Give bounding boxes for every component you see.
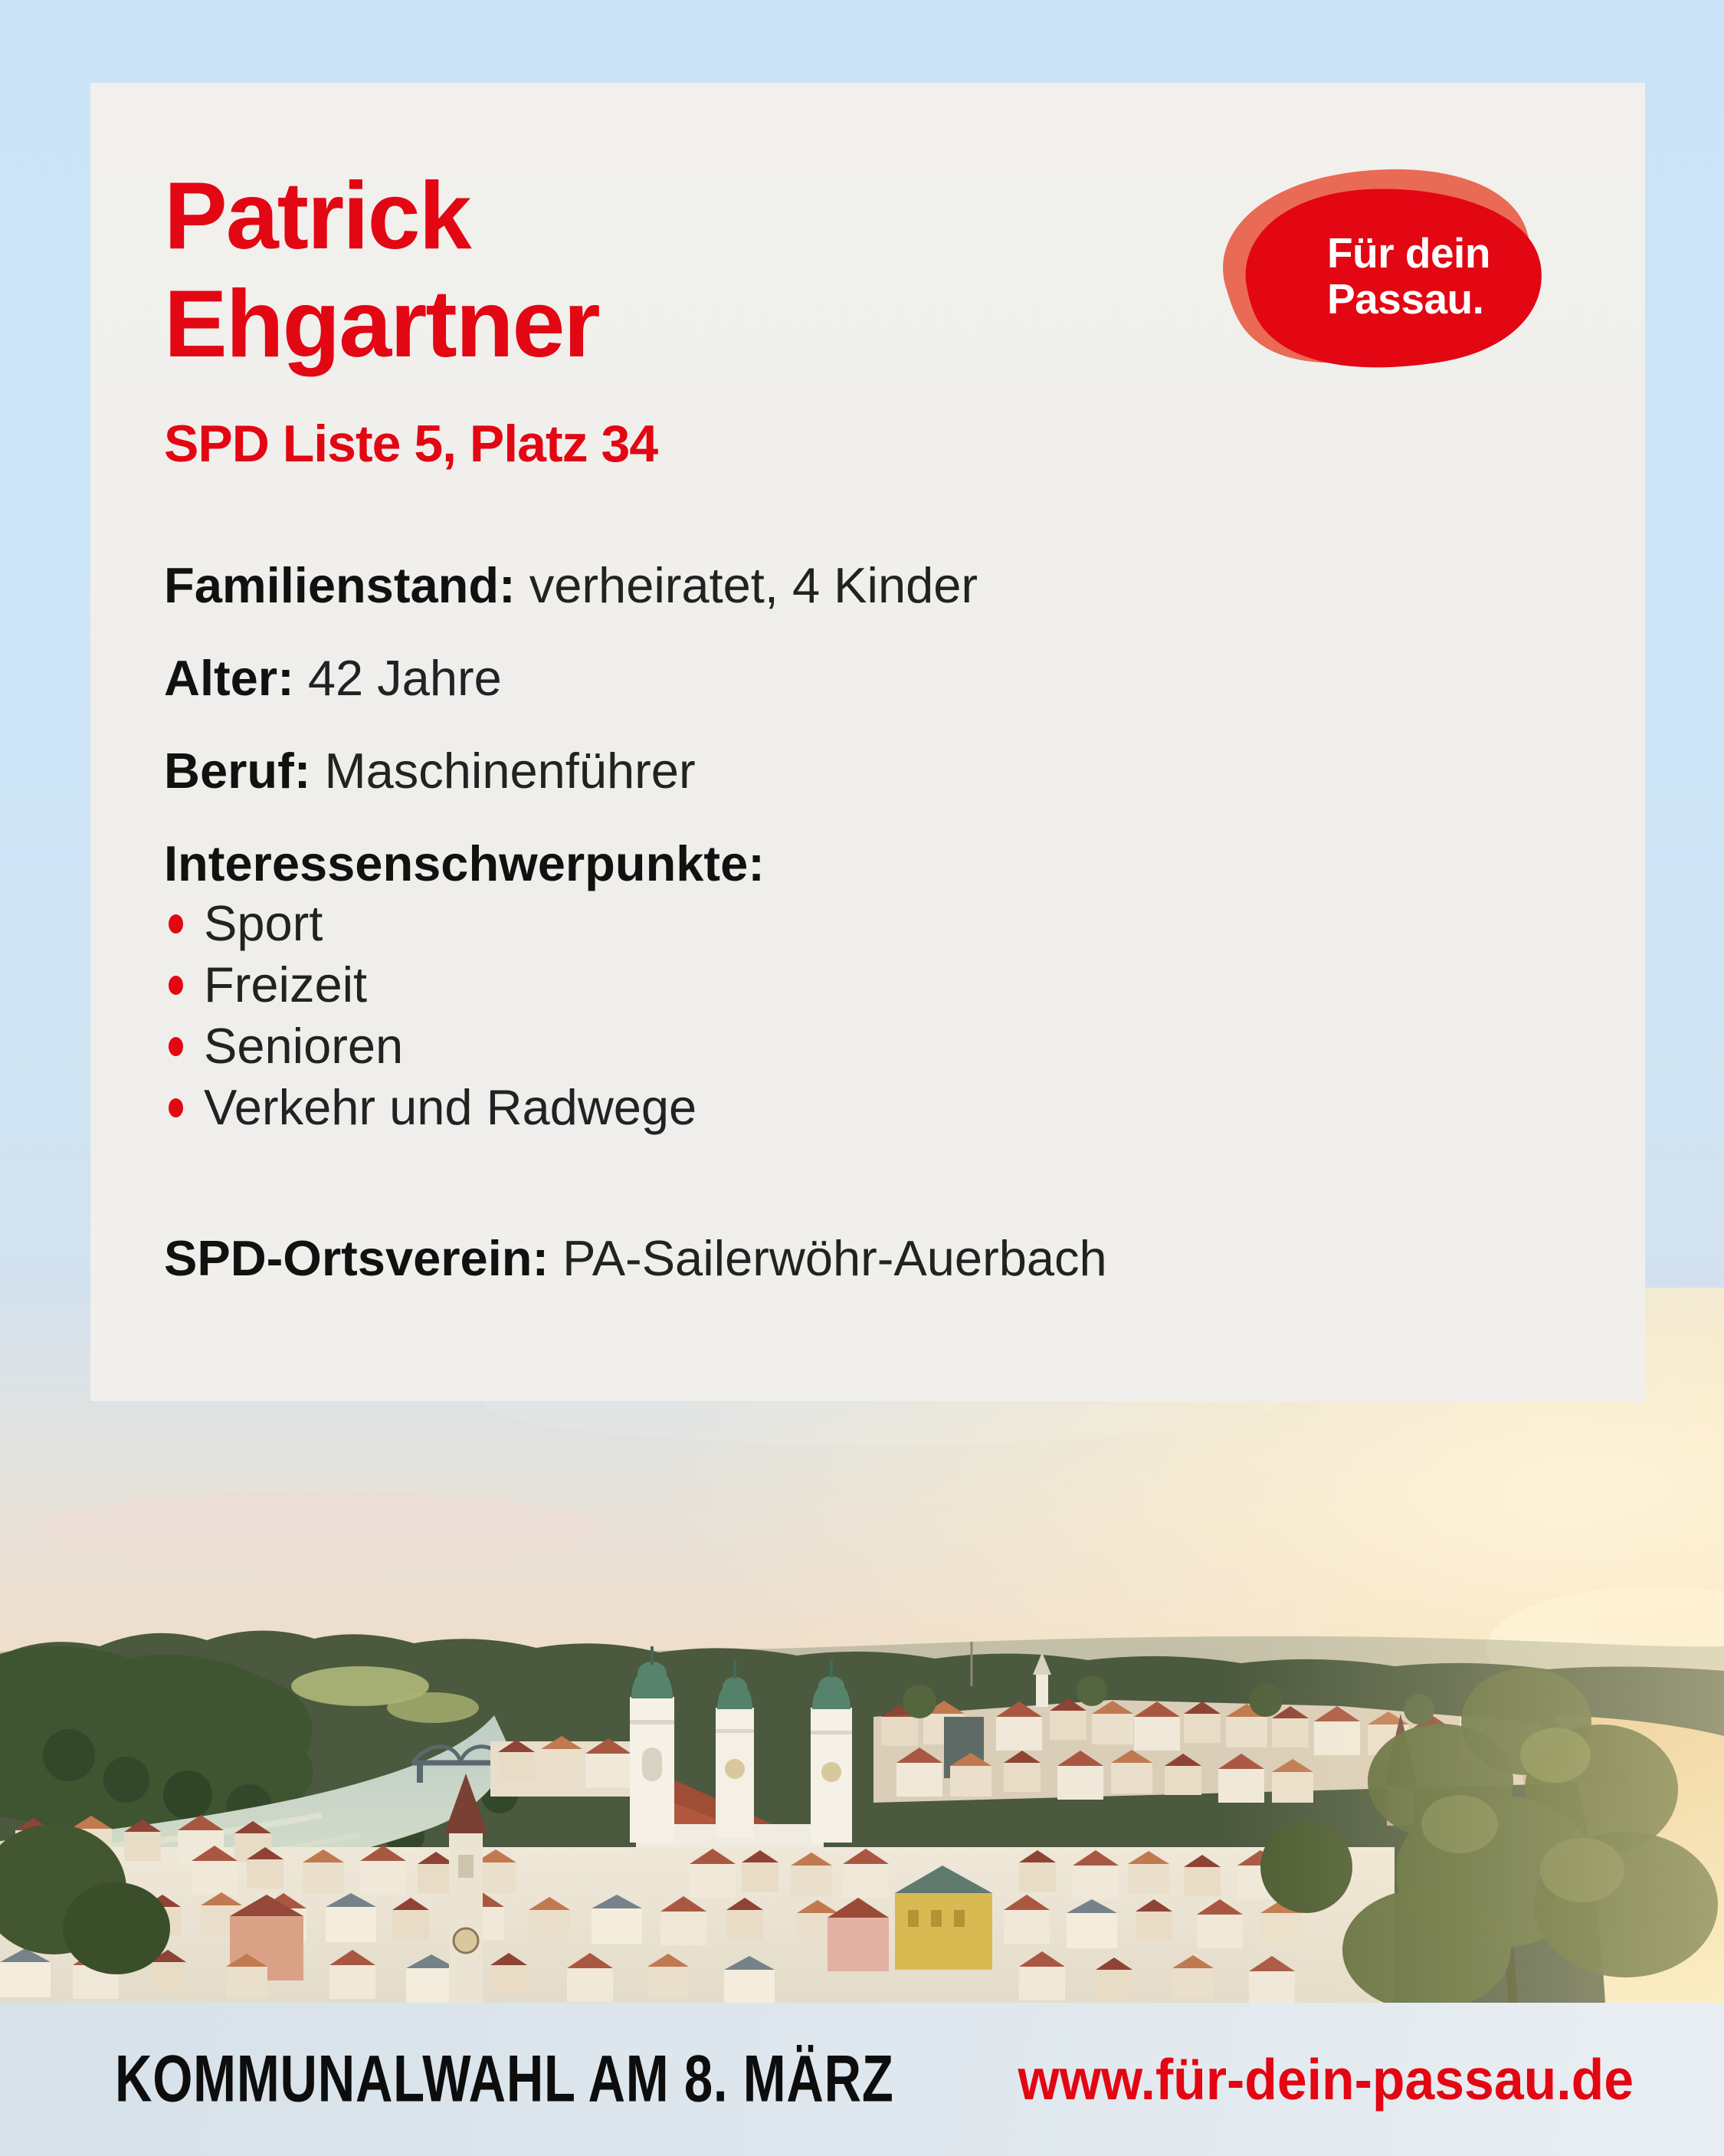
detail-alter — [164, 648, 1572, 707]
detail-label: Familienstand: — [164, 557, 516, 613]
detail-beruf — [164, 741, 1572, 800]
interest-label: Senioren — [204, 1018, 404, 1074]
detail-label: Alter: — [164, 650, 294, 706]
list-item — [164, 1077, 1572, 1138]
interest-label: Freizeit — [204, 957, 368, 1012]
logo-text-line2: Passau. — [1327, 275, 1484, 323]
ortsverein-label: SPD-Ortsverein: — [164, 1230, 549, 1286]
fuer-dein-passau-logo — [1211, 153, 1548, 383]
list-item — [164, 954, 1572, 1016]
footer-bar — [0, 2003, 1724, 2156]
detail-familienstand — [164, 556, 1572, 615]
bullet-dot-icon — [169, 1098, 183, 1117]
election-date-text: KOMMUNALWAHL AM 8. MÄRZ — [115, 2042, 894, 2116]
meadow — [387, 1692, 479, 1723]
list-item — [164, 1016, 1572, 1077]
interests-heading: Interessenschwerpunkte: — [164, 835, 765, 891]
list-item — [164, 893, 1572, 954]
ortsverein-line — [164, 1229, 1572, 1288]
interests-list — [164, 893, 1572, 1138]
candidate-details — [164, 556, 1572, 1288]
interest-label: Verkehr und Radwege — [204, 1079, 697, 1135]
candidate-card — [90, 83, 1645, 1401]
website-url: www.für-dein-passau.de — [1018, 2047, 1634, 2112]
bullet-dot-icon — [169, 1037, 183, 1056]
candidate-last-name: Ehgartner — [164, 271, 599, 377]
logo-text-line1: Für dein — [1327, 229, 1490, 277]
mid-town — [490, 1736, 644, 1797]
detail-value: 42 Jahre — [307, 650, 502, 706]
detail-label: Beruf: — [164, 743, 311, 799]
logo-text — [1327, 230, 1490, 322]
candidate-first-name: Patrick — [164, 163, 470, 269]
detail-value: Maschinenführer — [324, 743, 696, 799]
ortsverein-value: PA-Sailerwöhr-Auerbach — [562, 1230, 1107, 1286]
list-position: SPD Liste 5, Platz 34 — [164, 415, 658, 473]
detail-value: verheiratet, 4 Kinder — [529, 557, 978, 613]
bullet-dot-icon — [169, 914, 183, 934]
interest-label: Sport — [204, 895, 323, 951]
bullet-dot-icon — [169, 976, 183, 995]
